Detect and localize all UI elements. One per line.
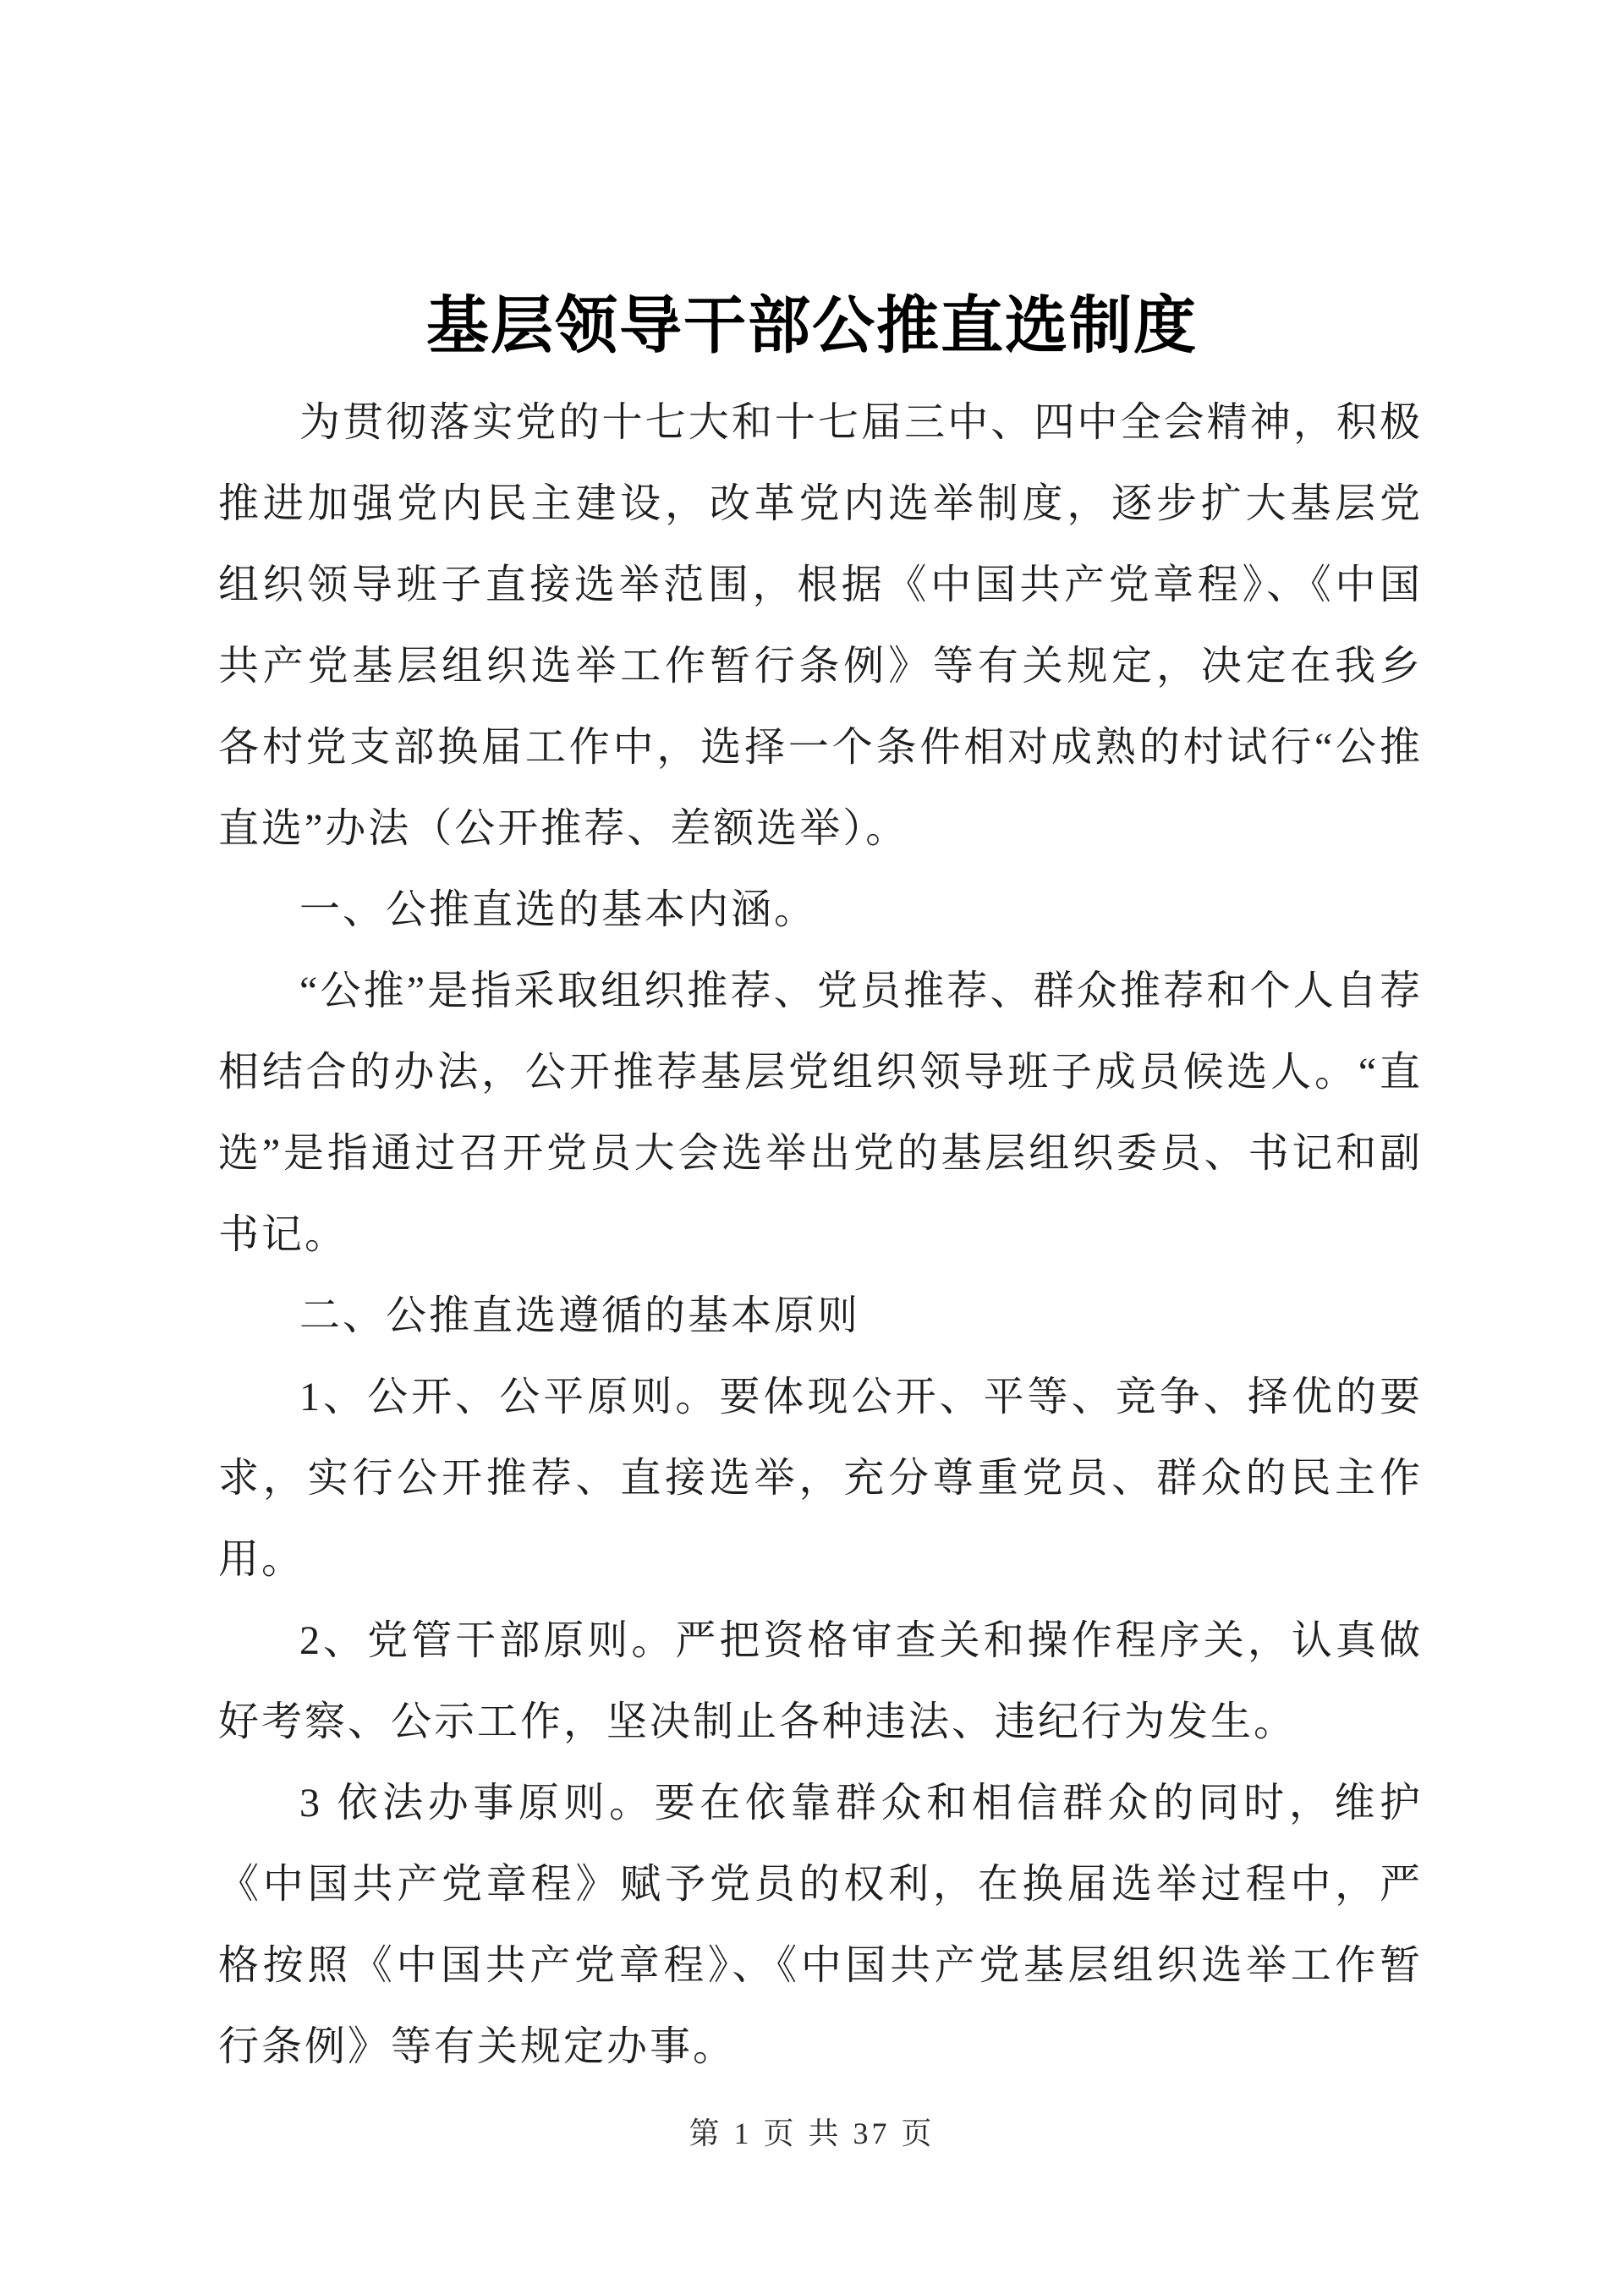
page-number-label: 第 1 页 共 37 页 — [689, 2117, 935, 2150]
paragraph-principle-3: 3 依法办事原则。要在依靠群众和相信群众的同时，维护《中国共产党章程》赋予党员的权利，在换届选举过程中，严格按照《中国共产党章程》、《中国共产党基层组织选举工作暂行条例》等有关规定办事。 — [218, 1781, 1423, 2069]
paragraph-principle-1: 1、公开、公平原则。要体现公开、平等、竞争、择优的要求，实行公开推荐、直接选举，充分尊重党员、群众的民主作用。 — [218, 1375, 1423, 1582]
paragraph-principle-2: 2、党管干部原则。严把资格审查关和操作程序关，认真做好考察、公示工作，坚决制止各种违法、违纪行为发生。 — [218, 1618, 1423, 1744]
page-footer — [0, 2108, 1624, 2159]
paragraph-section-1-body: “公推”是指采取组织推荐、党员推荐、群众推荐和个人自荐相结合的办法，公开推荐基层党组织领导班子成员候选人。“直选”是指通过召开党员大会选举出党的基层组织委员、书记和副书记。 — [218, 969, 1423, 1257]
paragraph-section-2-heading: 二、公推直选遵循的基本原则 — [299, 1293, 861, 1338]
document-title: 基层领导干部公推直选制度 — [426, 292, 1198, 361]
paragraph-intro: 为贯彻落实党的十七大和十七届三中、四中全会精神，积极推进加强党内民主建设，改革党内选举制度，逐步扩大基层党组织领导班子直接选举范围，根据《中国共产党章程》、《中国共产党基层组织选举工作暂行条例》等有关规定，决定在我乡各村党支部换届工作中，选择一个条件相对成熟的村试行“公推直选”办法（公开推荐、差额选举）。 — [218, 400, 1423, 851]
document-body — [218, 382, 1423, 2088]
paragraph-section-1-heading: 一、公推直选的基本内涵。 — [299, 887, 818, 932]
